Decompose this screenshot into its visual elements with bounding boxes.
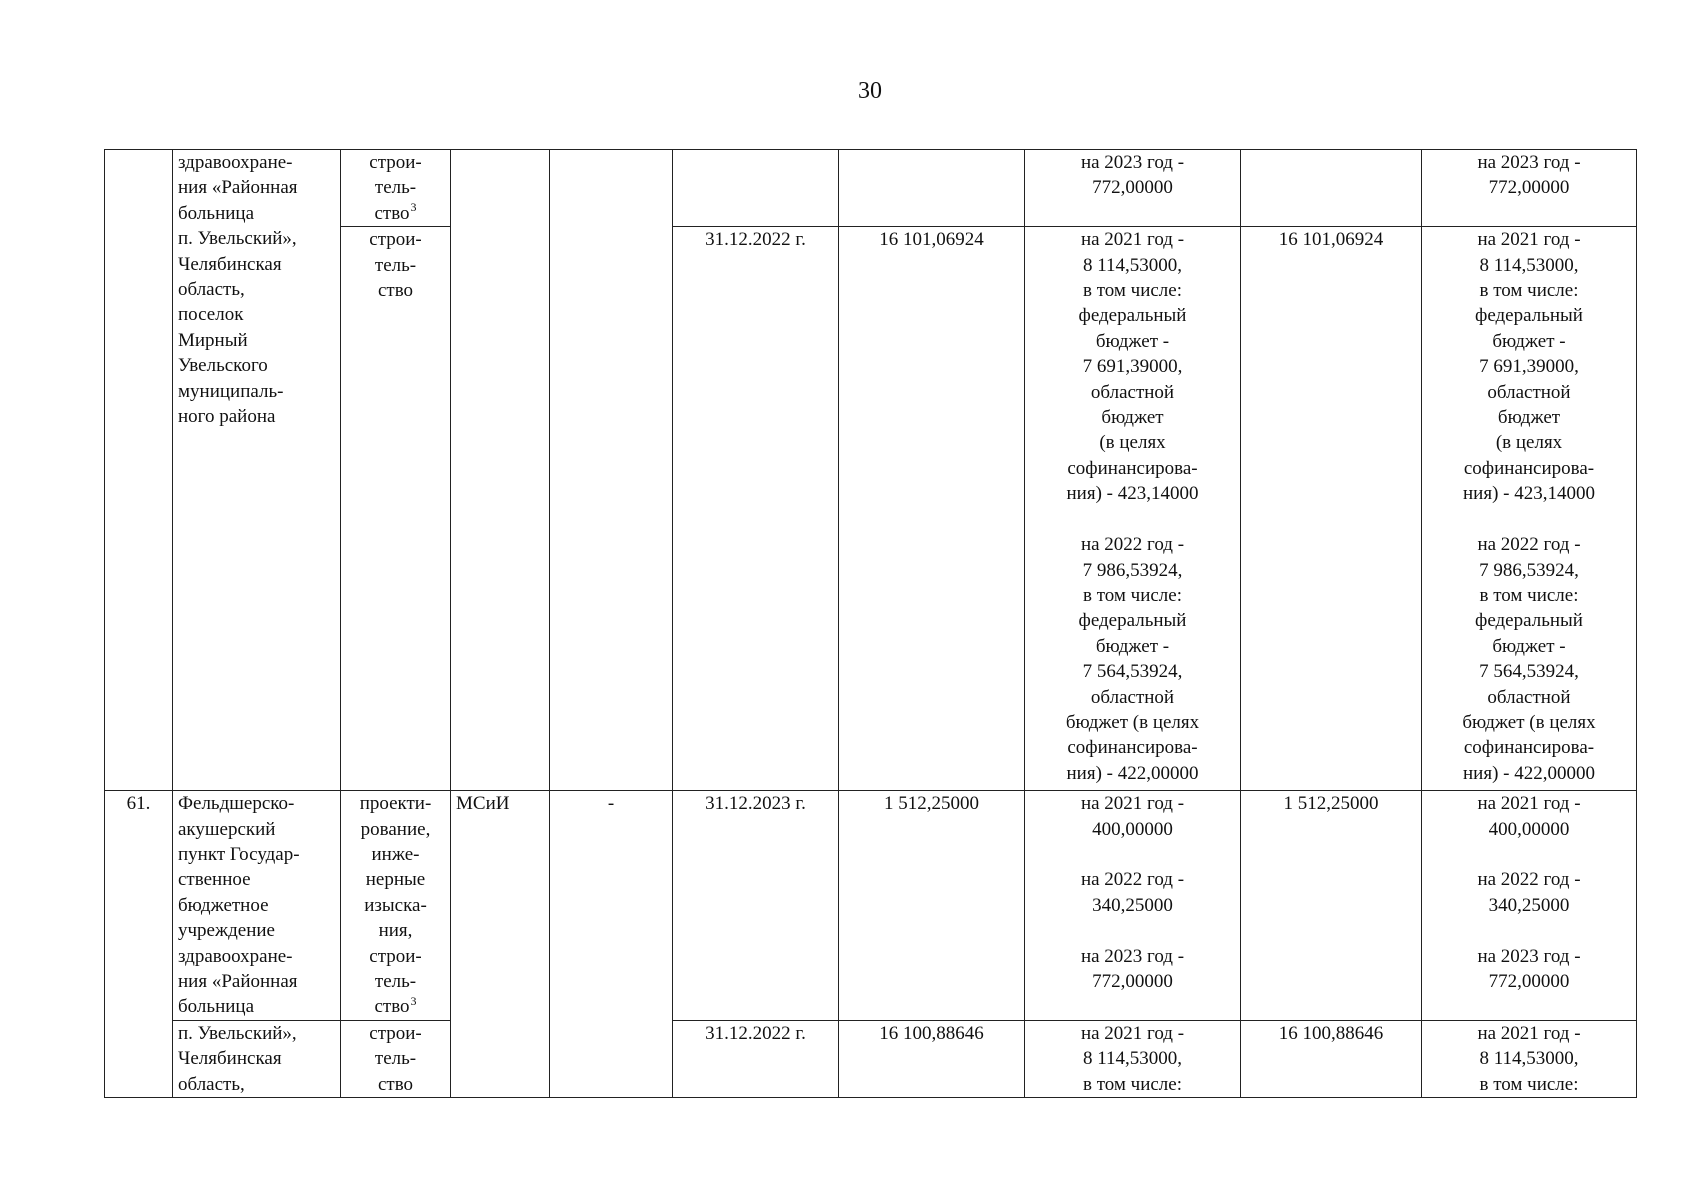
cell-limit-volume: на 2023 год - 772,00000 [1422, 150, 1637, 227]
footnote-mark: 3 [410, 994, 417, 1009]
footnote-mark: 3 [410, 200, 417, 215]
cell-limit [1241, 150, 1422, 227]
cell-cost [839, 1020, 1025, 1097]
cell-organization [451, 150, 550, 791]
page-number: 30 [858, 78, 882, 104]
table-row [105, 1020, 1637, 1097]
table-row [105, 791, 1637, 1021]
investment-table [104, 149, 1637, 1098]
cell-text: на 2021 год - 8 114,53000, в том числе: [1477, 1022, 1581, 1095]
cell-text: 16 100,88646 [879, 1022, 984, 1044]
cell-limit-volume: на 2021 год - 400,00000 на 2022 год - 340,25000 на 2023 год - 772,00000 [1422, 791, 1637, 1021]
work-type-text: строи- тель- ство [369, 152, 422, 224]
cell-volume [1025, 1020, 1241, 1097]
cell-limit-volume [1422, 1020, 1637, 1097]
cell-limit: 1 512,25000 [1241, 791, 1422, 1021]
cell-date: 31.12.2022 г. [673, 227, 839, 791]
cell-cost: 16 101,06924 [839, 227, 1025, 791]
cell-extra [550, 150, 673, 791]
cell-cost: 1 512,25000 [839, 791, 1025, 1021]
cell-extra: - [550, 791, 673, 1098]
cell-limit-volume: на 2021 год - 8 114,53000, в том числе: федеральный бюджет - 7 691,39000, областной бюджет (в целях софинансирова- ния) - 423,14000 на 2022 год - 7 986,53924, в том числе: федеральный бюджет - 7 564,53924, областной бюджет (в целях софинансирова- ния) - 422,00000 [1422, 227, 1637, 791]
cell-volume: на 2021 год - 400,00000 на 2022 год - 340,25000 на 2023 год - 772,00000 [1025, 791, 1241, 1021]
cell-text: 16 100,88646 [1278, 1022, 1384, 1044]
cell-work-type: строи- тель- ство [341, 227, 451, 791]
cell-number: 61. [105, 791, 173, 1098]
cell-text: строи- тель- ство [369, 1022, 422, 1095]
table-row [105, 150, 1637, 227]
cell-date [673, 150, 839, 227]
work-type-text: проекти- рование, инже- нерные изыска- ния, строи- тель- ство [359, 793, 432, 1018]
cell-text: п. Увельский», Челябинская область, [178, 1022, 297, 1095]
cell-limit: 16 101,06924 [1241, 227, 1422, 791]
cell-work-type [341, 1020, 451, 1097]
cell-number [105, 150, 173, 791]
cell-object-name: Фельдшерско- акушерский пункт Государ- ственное бюджетное учреждение здравоохране- ния «Районная больница [173, 791, 341, 1021]
cell-volume: на 2023 год - 772,00000 [1025, 150, 1241, 227]
cell-volume: на 2021 год - 8 114,53000, в том числе: федеральный бюджет - 7 691,39000, областной бюджет (в целях софинансирова- ния) - 423,14000 на 2022 год - 7 986,53924, в том числе: федеральный бюджет - 7 564,53924, областной бюджет (в целях софинансирова- ния) - 422,00000 [1025, 227, 1241, 791]
cell-object-name: здравоохране- ния «Районная больница п. Увельский», Челябинская область, поселок Мирный Увельского муниципаль- ного района [173, 150, 341, 791]
cell-date [673, 1020, 839, 1097]
cell-work-type [341, 150, 451, 227]
cell-date: 31.12.2023 г. [673, 791, 839, 1021]
cell-object-name [173, 1020, 341, 1097]
cell-text: 31.12.2022 г. [705, 1022, 806, 1044]
cell-organization: МСиИ [451, 791, 550, 1098]
cell-limit [1241, 1020, 1422, 1097]
cell-cost [839, 150, 1025, 227]
cell-work-type [341, 791, 451, 1021]
cell-text: на 2021 год - 8 114,53000, в том числе: [1080, 1022, 1185, 1095]
